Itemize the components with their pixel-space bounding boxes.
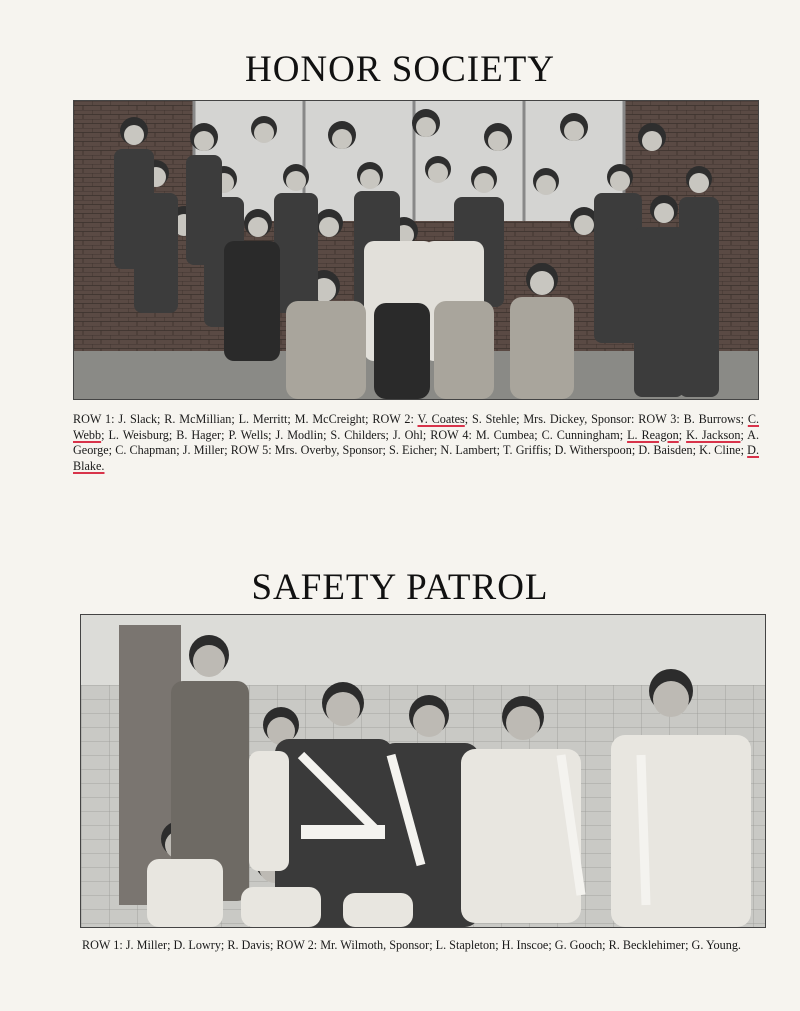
honor-society-photo-image xyxy=(74,101,758,399)
underlined-name: V. Coates xyxy=(417,412,465,426)
caption-text: ; xyxy=(678,427,687,442)
underlined-name: D. Blake. xyxy=(73,443,759,473)
safety-patrol-caption: ROW 1: J. Miller; D. Lowry; R. Davis; ROW 2: Mr. Wilmoth, Sponsor; L. Stapleton; H. Inscoe; G. Gooch; R. Becklehimer; G. Young. xyxy=(82,938,741,952)
underlined-name: K. Jackson xyxy=(686,427,741,442)
honor-society-photo xyxy=(73,100,759,400)
honor-society-caption xyxy=(73,412,759,474)
caption-text: ; L. Weisburg; B. Hager; P. Wells; J. Modlin; S. Childers; J. Ohl; ROW 4: M. Cumbea; C. Cunningham; xyxy=(101,427,628,442)
underlined-name: L. Reagon xyxy=(627,427,679,442)
underlined-name: C. Webb xyxy=(73,412,759,442)
safety-patrol-photo-image xyxy=(81,615,765,927)
caption-text: ROW 1: J. Slack; R. McMillian; L. Merritt; M. McCreight; ROW 2: xyxy=(73,412,418,426)
caption-text: ; S. Stehle; Mrs. Dickey, Sponsor: ROW 3: B. Burrows; xyxy=(464,412,748,426)
caption-text: ; A. George; C. Chapman; J. Miller; ROW 5: Mrs. Overby, Sponsor; S. Eicher; N. Lambert; T. Griffis; D. Witherspoon; D. Baisden; K. Cline; xyxy=(73,427,760,457)
safety-patrol-title: SAFETY PATROL xyxy=(251,567,549,608)
honor-society-title: HONOR SOCIETY xyxy=(244,49,556,90)
safety-patrol-photo xyxy=(80,614,766,928)
